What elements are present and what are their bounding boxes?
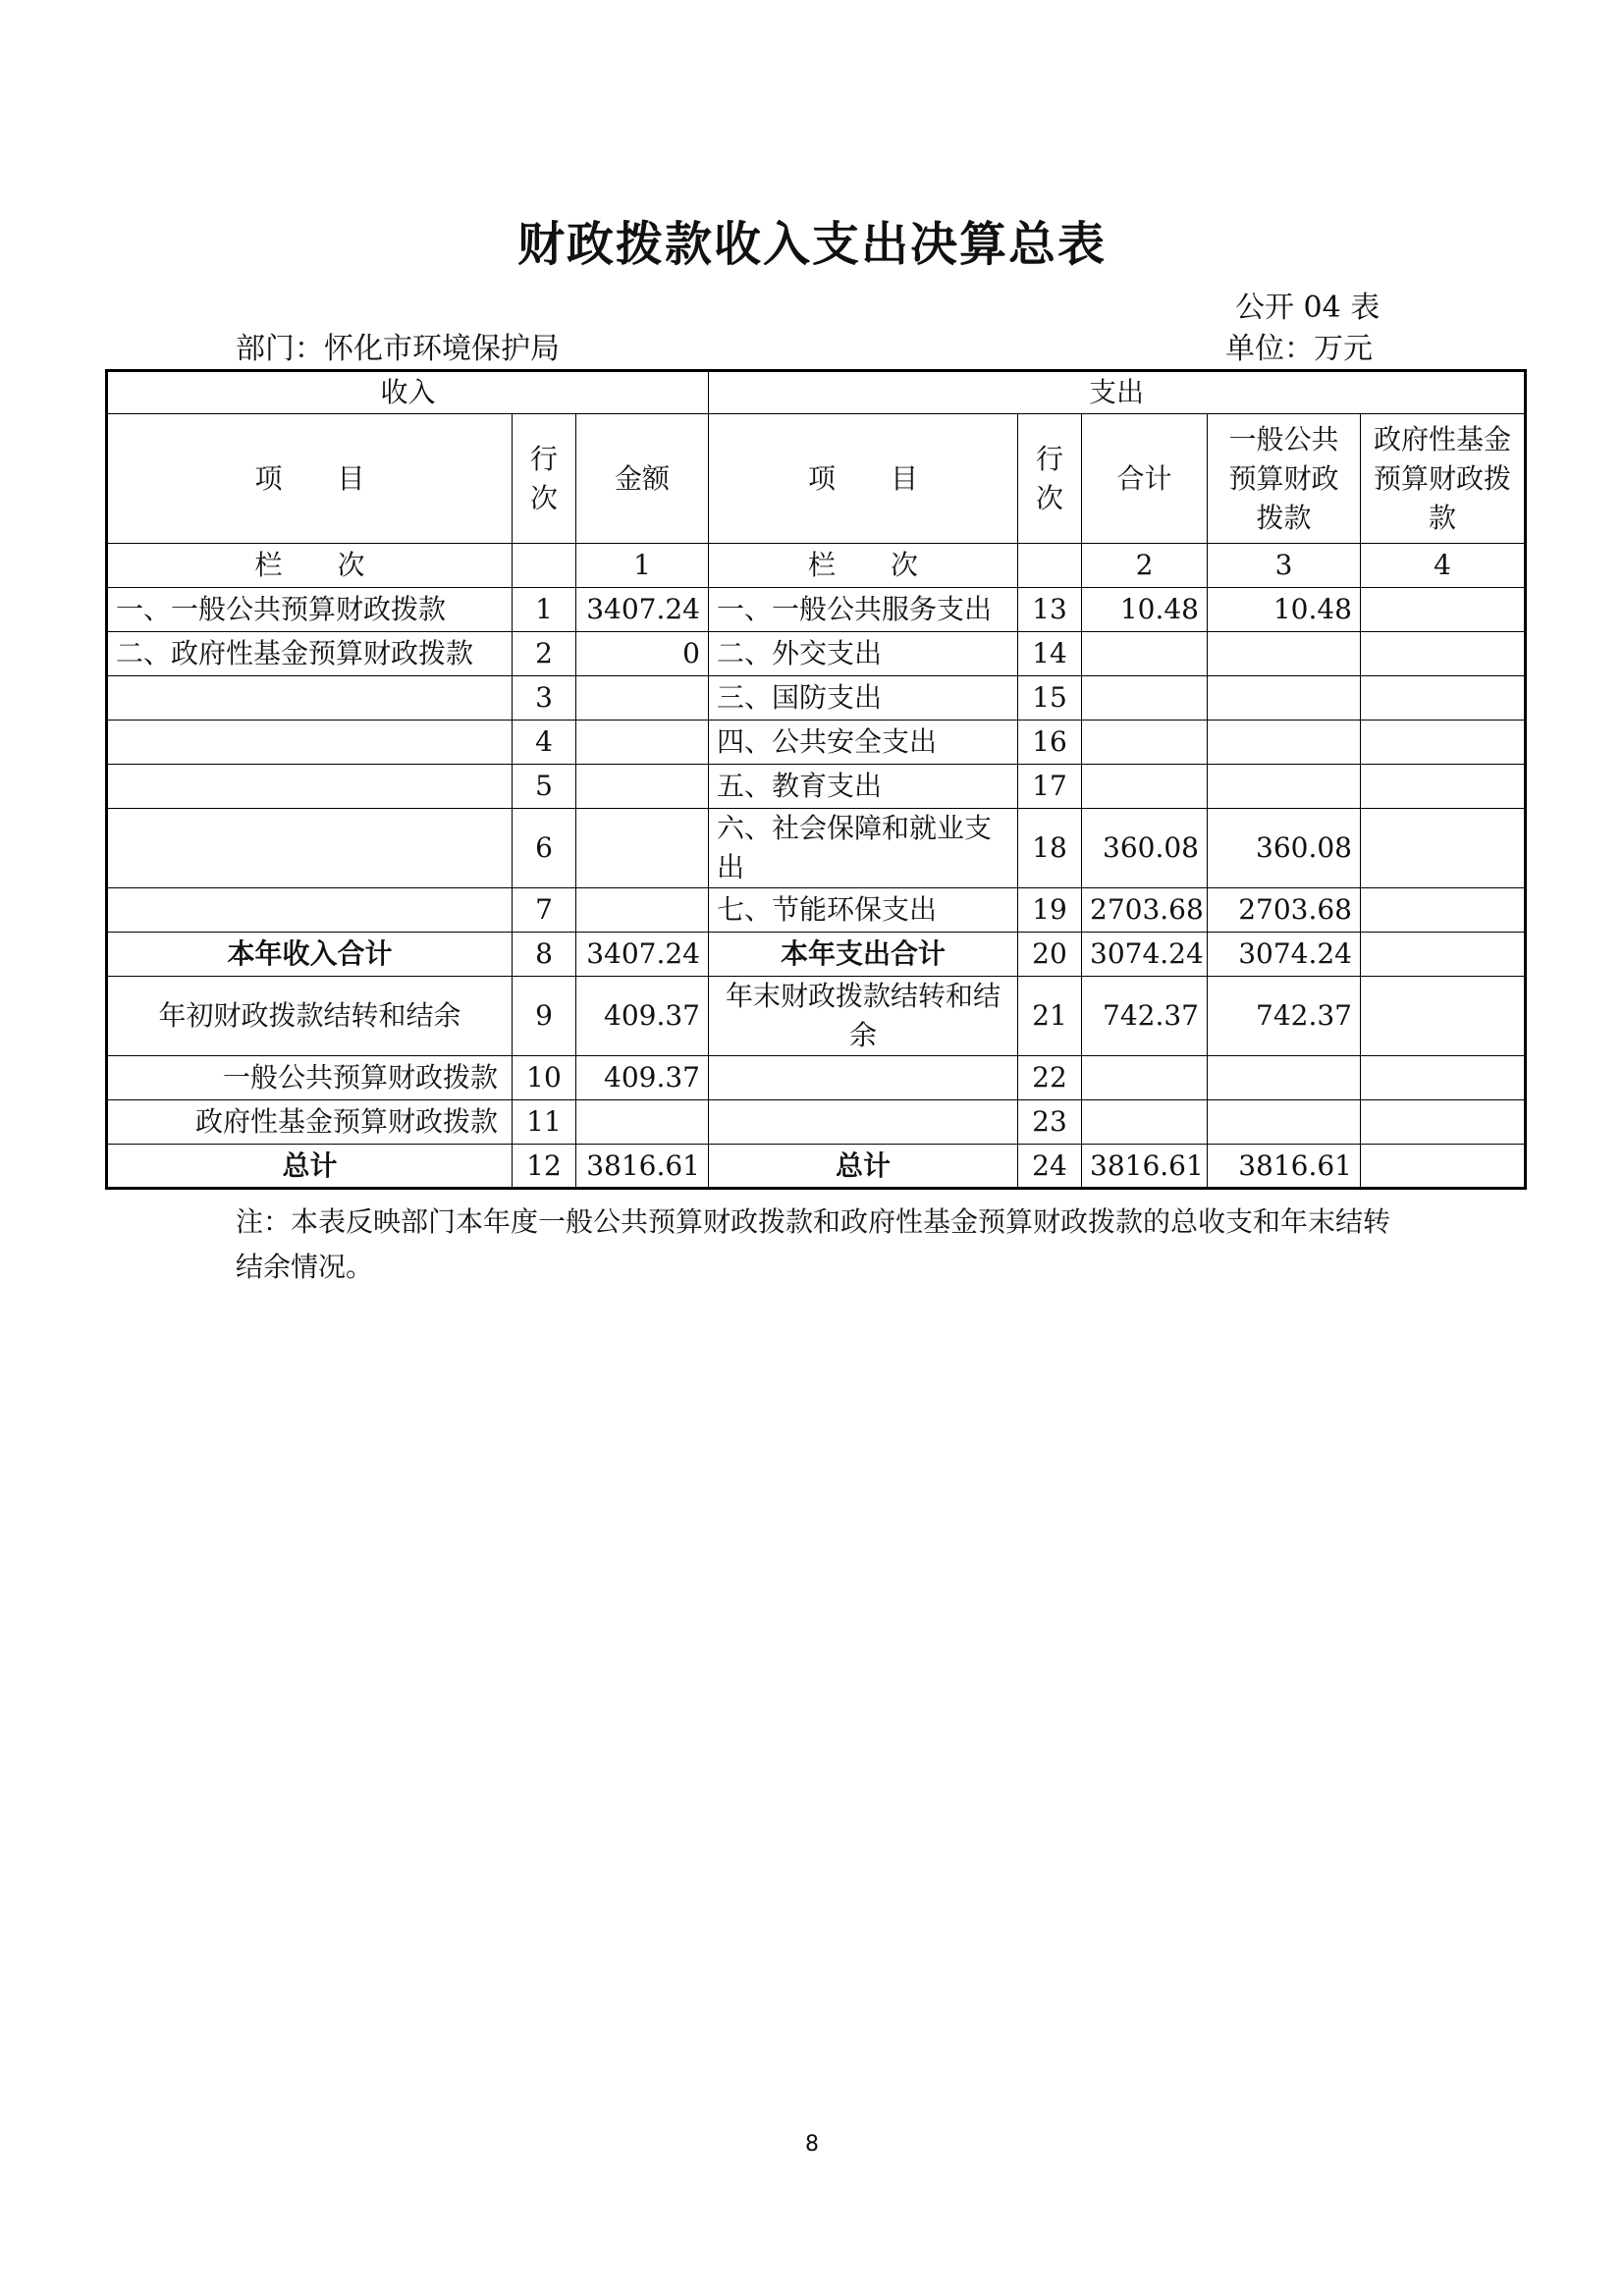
expense-row-number: 18 (1018, 809, 1082, 888)
income-amount-header: 金额 (576, 414, 709, 544)
general-budget-amount: 360.08 (1208, 809, 1361, 888)
income-amount (576, 765, 709, 809)
col-index-2: 2 (1082, 544, 1208, 588)
general-budget-amount (1208, 721, 1361, 765)
income-item: 政府性基金预算财政拨款 (107, 1100, 513, 1145)
gov-fund-amount (1361, 676, 1526, 721)
income-amount (576, 1100, 709, 1145)
empty-cell (513, 544, 576, 588)
general-budget-amount: 3074.24 (1208, 933, 1361, 977)
expense-rowno-header: 行次 (1018, 414, 1082, 544)
expense-row-number: 15 (1018, 676, 1082, 721)
table-row (107, 588, 1526, 632)
income-item (107, 676, 513, 721)
col-index-1: 1 (576, 544, 709, 588)
income-amount: 0 (576, 632, 709, 676)
income-row-number: 6 (513, 809, 576, 888)
table-row (107, 888, 1526, 933)
income-row-number: 3 (513, 676, 576, 721)
general-budget-amount: 3816.61 (1208, 1145, 1361, 1189)
expense-item (709, 1100, 1018, 1145)
income-row-number: 2 (513, 632, 576, 676)
table-row (107, 977, 1526, 1056)
expense-item: 六、社会保障和就业支出 (709, 809, 1018, 888)
page-number: 8 (805, 2132, 819, 2157)
gov-fund-amount (1361, 1145, 1526, 1189)
gov-fund-amount (1361, 721, 1526, 765)
expense-total: 3074.24 (1082, 933, 1208, 977)
income-row-number: 4 (513, 721, 576, 765)
gov-fund-amount (1361, 1100, 1526, 1145)
expense-item: 三、国防支出 (709, 676, 1018, 721)
income-header: 收入 (107, 371, 709, 414)
unit-label: 单位：万元 (1225, 332, 1373, 366)
gov-fund-amount (1361, 1056, 1526, 1100)
general-budget-amount: 10.48 (1208, 588, 1361, 632)
income-item-header: 项 目 (107, 414, 513, 544)
income-amount (576, 676, 709, 721)
income-item: 一般公共预算财政拨款 (107, 1056, 513, 1100)
col-index-4: 4 (1361, 544, 1526, 588)
expense-item: 五、教育支出 (709, 765, 1018, 809)
expense-total (1082, 1100, 1208, 1145)
general-budget-amount (1208, 765, 1361, 809)
income-item (107, 888, 513, 933)
table-row (107, 676, 1526, 721)
income-amount: 3407.24 (576, 933, 709, 977)
expense-item: 本年支出合计 (709, 933, 1018, 977)
expense-item-header: 项 目 (709, 414, 1018, 544)
income-rowno-header: 行次 (513, 414, 576, 544)
table-row (107, 632, 1526, 676)
expense-row-number: 22 (1018, 1056, 1082, 1100)
income-item (107, 765, 513, 809)
income-item: 二、政府性基金预算财政拨款 (107, 632, 513, 676)
income-item: 本年收入合计 (107, 933, 513, 977)
expense-item: 七、节能环保支出 (709, 888, 1018, 933)
budget-summary-table (105, 369, 1527, 1190)
expense-total (1082, 1056, 1208, 1100)
income-amount: 3407.24 (576, 588, 709, 632)
expense-column-label: 栏 次 (709, 544, 1018, 588)
col-index-3: 3 (1208, 544, 1361, 588)
gov-fund-amount (1361, 809, 1526, 888)
general-budget-amount (1208, 632, 1361, 676)
income-amount (576, 888, 709, 933)
table-note: 注：本表反映部门本年度一般公共预算财政拨款和政府性基金预算财政拨款的总收支和年末结转结余情况。 (236, 1205, 1391, 1283)
income-row-number: 11 (513, 1100, 576, 1145)
expense-item: 一、一般公共服务支出 (709, 588, 1018, 632)
expense-total (1082, 632, 1208, 676)
expense-row-number: 19 (1018, 888, 1082, 933)
table-body (107, 588, 1526, 1189)
table-row (107, 1056, 1526, 1100)
income-row-number: 1 (513, 588, 576, 632)
table-row (107, 1100, 1526, 1145)
income-row-number: 9 (513, 977, 576, 1056)
expense-header: 支出 (709, 371, 1526, 414)
empty-cell (1018, 544, 1082, 588)
income-item (107, 721, 513, 765)
income-amount: 409.37 (576, 1056, 709, 1100)
general-budget-amount (1208, 676, 1361, 721)
expense-item: 四、公共安全支出 (709, 721, 1018, 765)
expense-row-number: 14 (1018, 632, 1082, 676)
general-budget-amount (1208, 1056, 1361, 1100)
income-row-number: 5 (513, 765, 576, 809)
expense-row-number: 24 (1018, 1145, 1082, 1189)
expense-row-number: 16 (1018, 721, 1082, 765)
expense-row-number: 13 (1018, 588, 1082, 632)
table-row (107, 933, 1526, 977)
income-row-number: 10 (513, 1056, 576, 1100)
income-item: 年初财政拨款结转和结余 (107, 977, 513, 1056)
expense-row-number: 23 (1018, 1100, 1082, 1145)
general-budget-amount: 742.37 (1208, 977, 1361, 1056)
table-row (107, 765, 1526, 809)
income-row-number: 8 (513, 933, 576, 977)
expense-total: 3816.61 (1082, 1145, 1208, 1189)
income-row-number: 7 (513, 888, 576, 933)
gov-fund-amount (1361, 588, 1526, 632)
expense-item: 总计 (709, 1145, 1018, 1189)
table-row (107, 721, 1526, 765)
expense-total-header: 合计 (1082, 414, 1208, 544)
expense-total (1082, 765, 1208, 809)
income-item (107, 809, 513, 888)
general-budget-amount: 2703.68 (1208, 888, 1361, 933)
expense-row-number: 20 (1018, 933, 1082, 977)
expense-total (1082, 721, 1208, 765)
department-label: 部门：怀化市环境保护局 (236, 332, 560, 366)
expense-total: 10.48 (1082, 588, 1208, 632)
gov-fund-header: 政府性基金预算财政拨款 (1361, 414, 1526, 544)
gov-fund-amount (1361, 632, 1526, 676)
expense-item (709, 1056, 1018, 1100)
income-item: 总计 (107, 1145, 513, 1189)
income-column-label: 栏 次 (107, 544, 513, 588)
gov-fund-amount (1361, 977, 1526, 1056)
gov-fund-amount (1361, 933, 1526, 977)
income-item: 一、一般公共预算财政拨款 (107, 588, 513, 632)
income-row-number: 12 (513, 1145, 576, 1189)
income-amount: 3816.61 (576, 1145, 709, 1189)
expense-row-number: 17 (1018, 765, 1082, 809)
income-amount (576, 809, 709, 888)
form-number: 公开 04 表 (1235, 291, 1380, 325)
expense-total (1082, 676, 1208, 721)
table-row (107, 1145, 1526, 1189)
expense-total: 742.37 (1082, 977, 1208, 1056)
gov-fund-amount (1361, 765, 1526, 809)
income-amount: 409.37 (576, 977, 709, 1056)
expense-total: 2703.68 (1082, 888, 1208, 933)
gov-fund-amount (1361, 888, 1526, 933)
page-title: 财政拨款收入支出决算总表 (516, 217, 1107, 272)
table-row (107, 809, 1526, 888)
general-budget-header: 一般公共预算财政拨款 (1208, 414, 1361, 544)
expense-total: 360.08 (1082, 809, 1208, 888)
expense-row-number: 21 (1018, 977, 1082, 1056)
expense-item: 年末财政拨款结转和结余 (709, 977, 1018, 1056)
income-amount (576, 721, 709, 765)
expense-item: 二、外交支出 (709, 632, 1018, 676)
general-budget-amount (1208, 1100, 1361, 1145)
